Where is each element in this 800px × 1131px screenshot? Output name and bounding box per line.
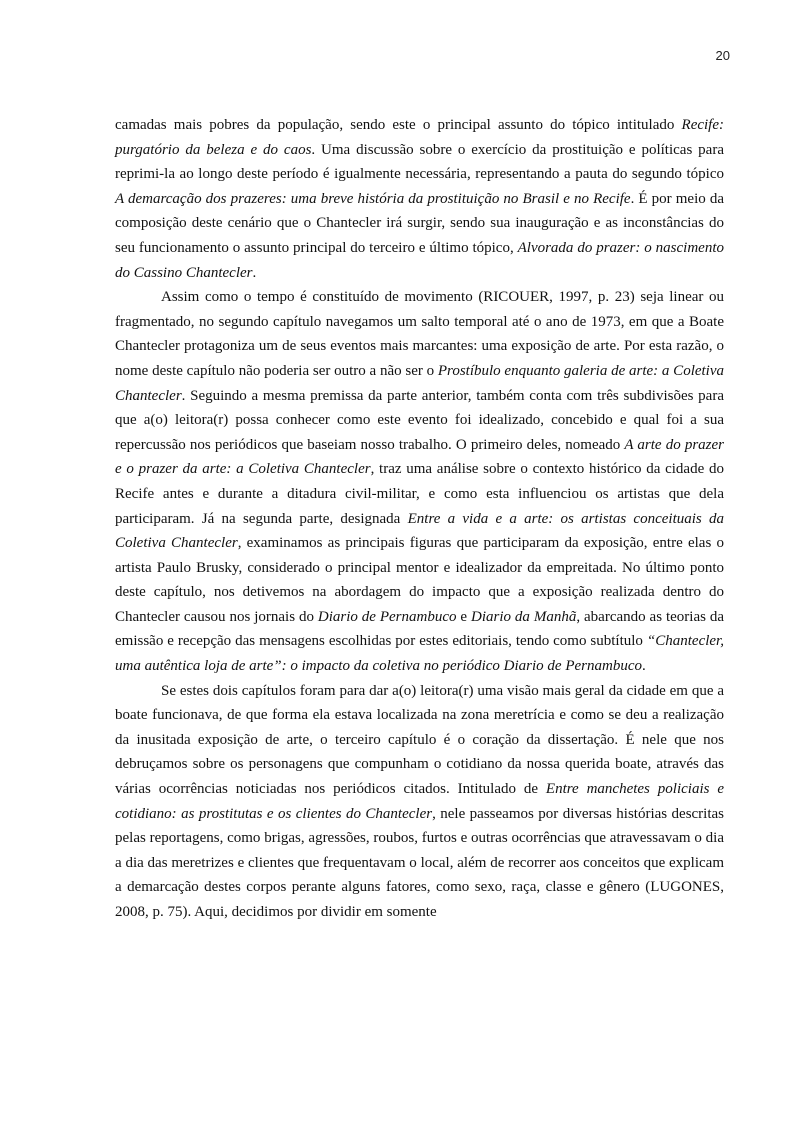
italic-text: “Chantecler, uma autêntica loja de arte”: o impacto da coletiva no periódico Diario de Pernambuco	[115, 633, 724, 675]
paragraph	[115, 285, 724, 679]
text-run: , abarcando as teorias da emissão e recepção das mensagens escolhidas por estes editoriais, tendo como subtítulo	[115, 608, 725, 650]
paragraph	[115, 113, 724, 285]
text-run: Se estes dois capítulos foram para dar a(o) leitora(r) uma visão mais geral da cidade em que a boate funcionava, de que forma ela estava localizada na zona meretrícia e como se deu a realização da inusitada exposição de arte, o terceiro capítulo é o coração da dissertação. É nele que nos debruçamos sobre os personagens que compunham o cotidiano da nossa querida boate, através das várias ocorrências noticiadas nos periódicos citados. Intitulado de	[115, 682, 724, 798]
paragraph	[115, 679, 724, 925]
italic-text: Alvorada do prazer: o nascimento do Cassino Chantecler	[115, 239, 725, 281]
italic-text: Prostíbulo enquanto galeria de arte: a Coletiva Chantecler	[115, 362, 725, 404]
italic-text: A demarcação dos prazeres: uma breve história da prostituição no Brasil e no Recife	[115, 190, 631, 207]
body-text	[115, 113, 724, 925]
text-run: , examinamos as principais figuras que participaram da exposição, entre elas o artista Paulo Brusky, considerado o principal mentor e idealizador da empreitada. No último ponto deste capítulo, nos detivemos na abordagem do impacto que a exposição realizada dentro do Chantecler causou nos jornais do	[115, 535, 724, 625]
text-run: .	[252, 264, 257, 281]
italic-text: Entre manchetes policiais e cotidiano: as prostitutas e os clientes do Chantecler	[115, 781, 724, 822]
text-run: , traz uma análise sobre o contexto histórico da cidade do Recife antes e durante a ditadura civil-militar, e como esta influenciou os artistas que dela participaram. Já na segunda parte, designada	[115, 461, 724, 527]
italic-text: Diario de Pernambuco	[317, 608, 457, 625]
italic-text: Entre a vida e a arte: os artistas conceituais da Coletiva Chantecler	[115, 510, 724, 552]
italic-text: Recife: purgatório da beleza e do caos	[115, 117, 724, 158]
text-run: Assim como o tempo é constituído de movimento (RICOUER, 1997, p. 23) seja linear ou fragmentado, no segundo capítulo navegamos um salto temporal até o ano de 1973, em que a Boate Chantecler protagoniza um de seus eventos mais marcantes: uma exposição de arte. Por esta razão, o nome deste capítulo não poderia ser outro a não ser o	[115, 289, 724, 379]
text-run: . Seguindo a mesma premissa da parte anterior, também conta com três subdivisões para que a(o) leitora(r) possa conhecer como este evento foi idealizado, concebido e qual foi a sua repercussão nos periódicos que baseiam nosso trabalho. O primeiro deles, nomeado	[115, 387, 724, 453]
text-run: camadas mais pobres da população, sendo este o principal assunto do tópico intitulado	[115, 117, 682, 133]
page-number: 20	[715, 48, 730, 63]
text-run: . Uma discussão sobre o exercício da prostituição e políticas para reprimi-la ao longo deste período é igualmente necessária, representando a pauta do segundo tópico	[115, 141, 724, 183]
text-run: . É por meio da composição deste cenário que o Chantecler irá surgir, sendo sua inauguração e as inconstâncias do seu funcionamento o assunto principal do terceiro e último tópico,	[115, 190, 724, 256]
text-run: .	[642, 658, 646, 675]
text-run: e	[456, 608, 471, 625]
italic-text: Diario da Manhã	[471, 608, 577, 625]
text-run: , nele passeamos por diversas histórias descritas pelas reportagens, como brigas, agressões, roubos, furtos e outras ocorrências que atravessavam o dia a dia das meretrizes e clientes que frequentavam o local, além de recorrer aos conceitos que explicam a demarcação destes corpos perante alguns fatores, como sexo, raça, classe e gênero (LUGONES, 2008, p. 75). Aqui, decidimos por dividir em somente	[115, 805, 725, 920]
italic-text: A arte do prazer e o prazer da arte: a Coletiva Chantecler	[115, 436, 724, 478]
